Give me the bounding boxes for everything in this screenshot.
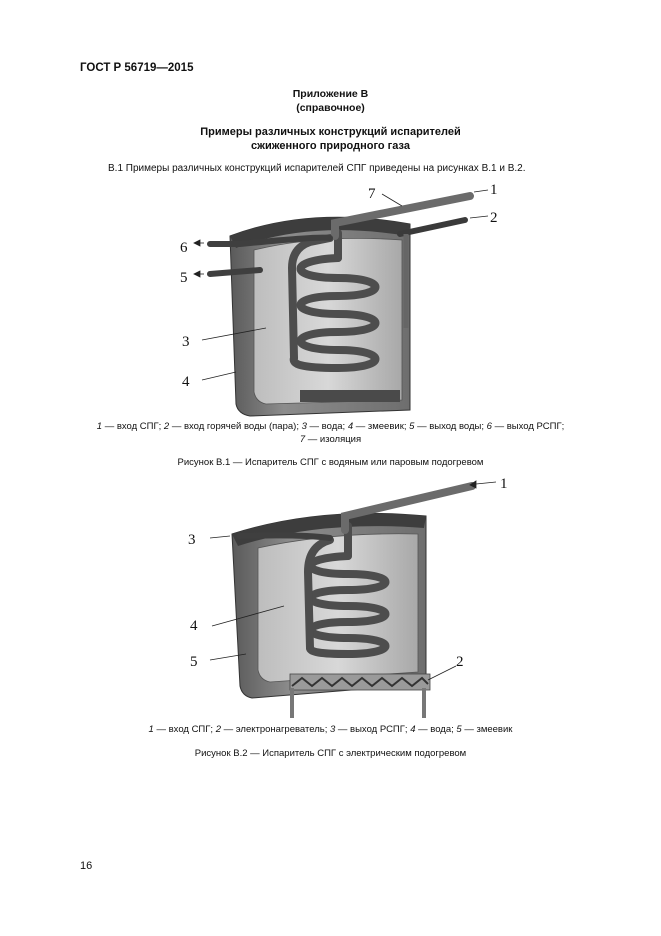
figure-1-label-4: 4 xyxy=(182,374,190,390)
appendix-type: (справочное) xyxy=(296,102,365,114)
section-title xyxy=(0,125,661,153)
legend-item: 1 — вход СПГ; xyxy=(96,421,164,432)
document-code: ГОСТ Р 56719—2015 xyxy=(80,62,194,74)
figure-2-legend xyxy=(0,723,661,736)
legend-item: 4 — вода; xyxy=(410,724,457,735)
legend-item: 7 — изоляция xyxy=(299,434,362,445)
figure-2-caption: Рисунок В.2 — Испаритель СПГ с электрическим подогревом xyxy=(194,748,467,759)
figure-1-label-5: 5 xyxy=(180,270,188,286)
figure-1-label-2: 2 xyxy=(490,210,498,226)
figure-2-label-1: 1 xyxy=(500,476,508,492)
figure-1-label-7: 7 xyxy=(368,186,376,202)
figure-2-label-2: 2 xyxy=(456,654,464,670)
legend-item: 3 — выход РСПГ; xyxy=(329,724,411,735)
intro-paragraph: В.1 Примеры различных конструкций испарителей СПГ приведены на рисунках В.1 и В.2. xyxy=(108,163,526,174)
page-number: 16 xyxy=(80,860,93,872)
section-title-line1: Примеры различных конструкций испарителей xyxy=(200,126,461,138)
legend-item: 3 — вода; xyxy=(301,421,348,432)
figure-1-drawing xyxy=(170,178,510,420)
legend-item: 2 — электронагреватель; xyxy=(215,724,330,735)
legend-item: 6 — выход РСПГ; xyxy=(486,421,565,432)
figure-1-legend-line2 xyxy=(0,433,661,446)
legend-item: 4 — змеевик; xyxy=(347,421,410,432)
legend-item: 2 — вход горячей воды (пара); xyxy=(163,421,302,432)
legend-item: 5 — выход воды; xyxy=(409,421,487,432)
figure-1-label-6: 6 xyxy=(180,240,188,256)
section-title-line2: сжиженного природного газа xyxy=(251,140,410,152)
figure-1-label-3: 3 xyxy=(182,334,190,350)
figure-1-caption: Рисунок В.1 — Испаритель СПГ с водяным или паровым подогревом xyxy=(177,457,484,468)
figure-2-label-3: 3 xyxy=(188,532,196,548)
legend-item: 5 — змеевик xyxy=(456,724,513,735)
figure-2-label-5: 5 xyxy=(190,654,198,670)
figure-1-legend xyxy=(0,420,661,446)
figure-1-label-1: 1 xyxy=(490,182,498,198)
appendix-label: Приложение В xyxy=(292,88,369,100)
appendix-heading xyxy=(0,87,661,115)
figure-2-label-4: 4 xyxy=(190,618,198,634)
figure-2-drawing xyxy=(180,476,520,721)
figure-1-legend-line1 xyxy=(0,420,661,433)
legend-item: 1 — вход СПГ; xyxy=(148,724,216,735)
